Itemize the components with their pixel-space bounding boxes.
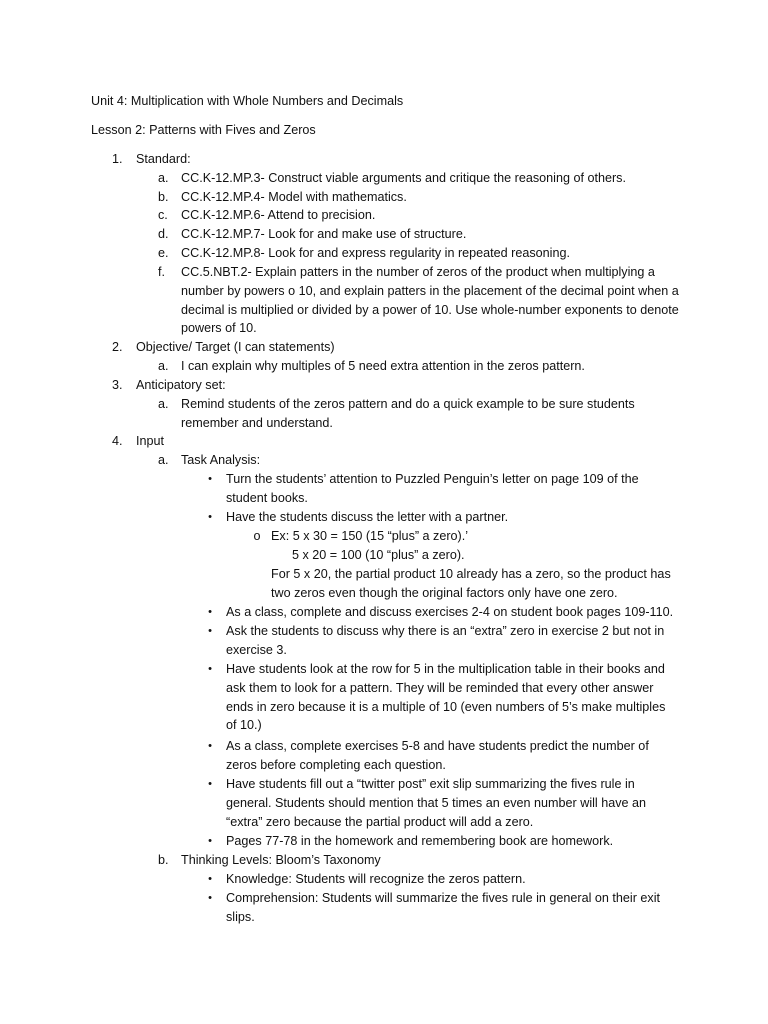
anticipatory-item: Remind students of the zeros pattern and do a quick example to be sure students remember and understand. — [181, 397, 635, 430]
section-label: Objective/ Target (I can statements) — [136, 340, 335, 354]
list-marker: a. — [158, 359, 169, 373]
standard-item: CC.K-12.MP.3- Construct viable arguments and critique the reasoning of others. — [181, 171, 626, 185]
bullet-icon: • — [208, 892, 212, 904]
task-analysis-label: Task Analysis: — [181, 453, 261, 467]
section-label: Standard: — [136, 152, 191, 166]
section-number: 4. — [112, 434, 123, 448]
list-marker: a. — [158, 171, 169, 185]
standard-item: CC.K-12.MP.7- Look for and make use of structure. — [181, 227, 467, 241]
bullet-icon: • — [208, 778, 212, 790]
section-label: Anticipatory set: — [136, 378, 226, 392]
sub-bullet-icon: o — [253, 529, 261, 543]
thinking-bullet: Knowledge: Students will recognize the zeros pattern. — [226, 872, 526, 886]
list-marker: b. — [158, 853, 169, 867]
example-line: Ex: 5 x 30 = 150 (15 “plus” a zero).’ — [271, 529, 469, 543]
bullet-icon: • — [208, 663, 212, 675]
section-number: 3. — [112, 378, 123, 392]
lesson-title: Lesson 2: Patterns with Fives and Zeros — [91, 123, 316, 137]
task-bullet: Have students look at the row for 5 in the multiplication table in their books and ask them to look for a pattern. They will be reminded that every other answer ends in zero because it is a multiple of 10 (even numbers of 5’s make multiples of 10.) — [226, 662, 666, 733]
task-bullet: Turn the students’ attention to Puzzled Penguin’s letter on page 109 of the student books. — [226, 472, 639, 505]
standard-item: CC.5.NBT.2- Explain patters in the number of zeros of the product when multiplying a number by powers o 10, and explain patters in the placement of the decimal point when a decimal is multiplied or divided by a power of 10. Use whole-number exponents to denote powers of 10. — [181, 265, 679, 336]
bullet-icon: • — [208, 511, 212, 523]
list-marker: f. — [158, 265, 165, 279]
bullet-icon: • — [208, 625, 212, 637]
task-bullet: Ask the students to discuss why there is an “extra” zero in exercise 2 but not in exercise 3. — [226, 624, 665, 657]
section-label: Input — [136, 434, 165, 448]
standard-item: CC.K-12.MP.8- Look for and express regularity in repeated reasoning. — [181, 246, 570, 260]
task-bullet: Have students fill out a “twitter post” exit slip summarizing the fives rule in general. Students should mention that 5 times an even number will have an “extra” zero because the partial product will add a zero. — [226, 777, 647, 829]
list-marker: d. — [158, 227, 169, 241]
section-number: 2. — [112, 340, 123, 354]
thinking-levels-label: Thinking Levels: Bloom’s Taxonomy — [181, 853, 381, 867]
standard-item: CC.K-12.MP.6- Attend to precision. — [181, 208, 376, 222]
bullet-icon: • — [208, 473, 212, 485]
bullet-icon: • — [208, 835, 212, 847]
task-bullet: Have the students discuss the letter with a partner. — [226, 510, 509, 524]
bullet-icon: • — [208, 740, 212, 752]
task-bullet: Pages 77-78 in the homework and remembering book are homework. — [226, 834, 614, 848]
objective-item: I can explain why multiples of 5 need extra attention in the zeros pattern. — [181, 359, 585, 373]
unit-title: Unit 4: Multiplication with Whole Numbers and Decimals — [91, 94, 404, 108]
standard-item: CC.K-12.MP.4- Model with mathematics. — [181, 190, 407, 204]
bullet-icon: • — [208, 606, 212, 618]
example-line: 5 x 20 = 100 (10 “plus” a zero). — [292, 548, 465, 562]
list-marker: b. — [158, 190, 169, 204]
task-bullet: As a class, complete exercises 5-8 and have students predict the number of zeros before completing each question. — [226, 739, 649, 772]
bullet-icon: • — [208, 873, 212, 885]
thinking-bullet: Comprehension: Students will summarize the fives rule in general on their exit slips. — [226, 891, 660, 924]
task-bullet: As a class, complete and discuss exercises 2-4 on student book pages 109-110. — [226, 605, 674, 619]
list-marker: c. — [158, 208, 168, 222]
example-note: For 5 x 20, the partial product 10 already has a zero, so the product has two zeros even though the original factors only have one zero. — [271, 567, 671, 600]
list-marker: e. — [158, 246, 169, 260]
list-marker: a. — [158, 397, 169, 411]
list-marker: a. — [158, 453, 169, 467]
section-number: 1. — [112, 152, 123, 166]
